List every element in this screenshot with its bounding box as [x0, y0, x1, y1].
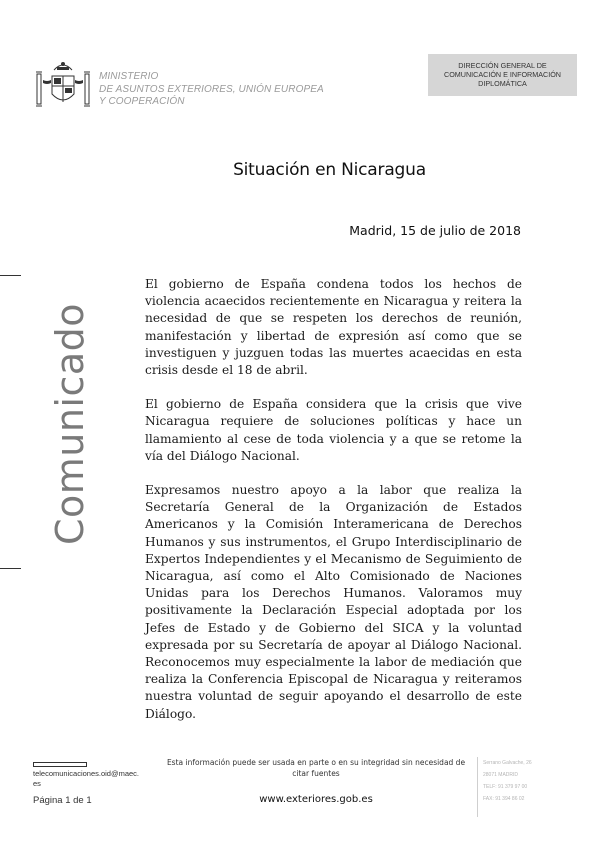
side-rule-bottom — [0, 568, 21, 569]
department-line: DIPLOMÁTICA — [478, 79, 527, 89]
document-date: Madrid, 15 de julio de 2018 — [349, 223, 521, 238]
document-title: Situación en Nicaragua — [233, 160, 426, 180]
side-rule-top — [0, 275, 21, 276]
paragraph: El gobierno de España considera que la crisis que vive Nicaragua requiere de soluciones políticas y hace un llamamiento al cese de toda violencia y a que se retome la vía del Diálogo Nacional. — [145, 397, 522, 463]
ministry-line: MINISTERIO — [99, 71, 159, 82]
document-type-text: Comunicado — [48, 302, 92, 546]
department-line: COMUNICACIÓN E INFORMACIÓN — [444, 70, 561, 80]
spain-coat-of-arms-logo — [34, 56, 92, 114]
department-line: DIRECCIÓN GENERAL DE — [458, 61, 547, 70]
footer-rule — [33, 762, 87, 767]
address-line: FAX: 91 394 86 02 — [483, 796, 525, 802]
ministry-line: DE ASUNTOS EXTERIORES, UNIÓN EUROPEA — [99, 83, 324, 95]
department-box — [428, 54, 577, 96]
document-body — [145, 276, 522, 740]
postal-address — [483, 757, 573, 805]
paragraph: Expresamos nuestro apoyo a la labor que realiza la Secretaría General de la Organización de Estados Americanos y la Comisión Interamericana de Derechos Humanos y sus instrumentos, el Grupo Interdisciplinario de Expertos Independientes y el Mecanismo de Seguimiento de Nicaragua, así como el Alto Comisionado de Naciones Unidas para los Derechos Humanos. Valoramos muy positivamente la Declaración Especial adoptada por los Jefes de Estado y de Gobierno del SICA y la voluntad expresada por su Secretaría de apoyar al Diálogo Nacional. Reconocemos muy especialmente la labor de mediación que realiza la Conferencia Episcopal de Nicaragua y reiteramos nuestra voluntad de seguir apoyando el desarrollo de este Diálogo. — [145, 483, 522, 721]
footer-divider — [477, 757, 478, 817]
contact-email[interactable]: telecomunicaciones.oid@maec.es — [33, 769, 139, 788]
address-line: TELF: 91 379 97 00 — [483, 784, 528, 790]
ministry-name — [99, 71, 324, 109]
ministry-line: Y COOPERACIÓN — [99, 96, 185, 107]
paragraph: El gobierno de España condena todos los hechos de violencia acaecidos recientemente en Nicaragua y reitera la necesidad de que se respeten los derechos de reunión, manifestación y libertad de expresión así como que se investiguen y juzguen todas las muertes acaecidas en esta crisis desde el 18 de abril. — [145, 277, 522, 378]
address-line: 28071 MADRID — [483, 772, 519, 778]
address-line: Serrano Galvache, 26 — [483, 760, 532, 766]
usage-note: Esta información puede ser usada en parte o en su integridad sin necesidad de citar fuentes — [166, 758, 466, 778]
website-link[interactable]: www.exteriores.gob.es — [259, 794, 373, 805]
page-number: Página 1 de 1 — [33, 795, 92, 806]
